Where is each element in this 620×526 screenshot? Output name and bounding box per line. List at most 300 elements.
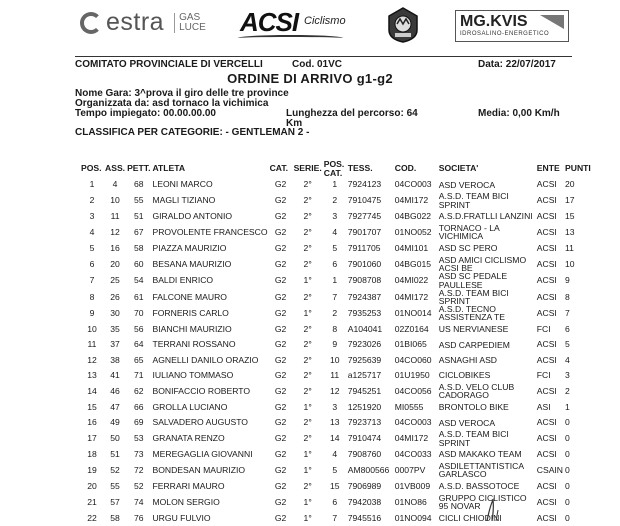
cell-tess: 7923713 — [347, 417, 382, 428]
average-speed: Media: 0,00 Km/h — [478, 108, 560, 119]
cell-cod: 01NO094 — [394, 512, 432, 523]
cell-serie: 2° — [303, 227, 312, 238]
cell-pos-cat: 1 — [332, 179, 338, 190]
cell-pos-cat: 3 — [332, 401, 338, 412]
cell-ass: 41 — [110, 370, 120, 381]
societa-text: CICLI CHIODINI — [438, 512, 502, 523]
cell-serie: 2° — [303, 433, 312, 444]
cell-cat: G2 — [274, 401, 287, 412]
cell-punti: 8 — [565, 291, 570, 302]
cell-pos-cat: 1 — [332, 275, 338, 286]
cell-ente: ACSI — [536, 496, 557, 507]
luce-label: LUCE — [179, 21, 206, 33]
cell-pos: 16 — [87, 417, 97, 428]
cell-tess: 7901060 — [347, 258, 382, 269]
cell-serie: 2° — [303, 370, 312, 381]
cell-cat: G2 — [274, 417, 287, 428]
cell-punti: 17 — [565, 195, 575, 206]
acsi-brand: ACSI — [240, 7, 299, 37]
mgkvis-flag-icon — [540, 15, 564, 29]
cell-pett: 70 — [133, 308, 144, 319]
cell-atleta: LEONI MARCO — [152, 179, 213, 190]
cell-cod: MI0555 — [394, 401, 424, 412]
cell-pos: 19 — [87, 465, 97, 476]
cell-tess: 7925639 — [347, 354, 382, 365]
cell-cod: 01NO014 — [394, 308, 432, 319]
cell-atleta: MOLON SERGIO — [152, 496, 220, 507]
societa-text: GRUPPO CICLISTICO 95 NOVAR — [438, 492, 527, 512]
cell-ass: 52 — [110, 465, 120, 476]
cell-ente: ACSI — [536, 308, 557, 319]
cell-pos: 3 — [89, 211, 95, 222]
cell-pos: 10 — [87, 324, 97, 334]
cell-ass: 49 — [110, 417, 120, 428]
results-table — [80, 160, 592, 526]
cell-tess: 7927745 — [347, 211, 382, 222]
cell-cat: G2 — [274, 324, 287, 334]
committee-code: Cod. 01VC — [292, 59, 343, 70]
cell-cat: G2 — [274, 242, 287, 253]
cell-cat: G2 — [274, 512, 287, 523]
cell-tess: 7935253 — [347, 308, 382, 319]
cell-serie: 2° — [303, 480, 312, 491]
cell-atleta: FALCONE MAURO — [152, 291, 227, 302]
cell-ente: ACSI — [536, 339, 557, 350]
cell-punti: 15 — [565, 211, 575, 222]
cell-ente: ACSI — [536, 211, 557, 222]
cell-pett: 69 — [133, 417, 144, 428]
cell-ass: 4 — [112, 179, 118, 190]
cell-ente: ACSI — [536, 386, 557, 397]
societa-text: ASD VEROCA — [438, 417, 496, 428]
cell-societa — [438, 337, 536, 352]
societa-text: TORNACO - LA VICHIMICA — [438, 223, 500, 242]
cell-pos-cat: 11 — [330, 370, 340, 381]
cell-pos-cat: 7 — [332, 512, 338, 523]
cell-cat: G2 — [274, 275, 287, 286]
cell-pett: 55 — [133, 195, 144, 206]
course-length-unit: Km — [286, 118, 303, 129]
cell-punti: 0 — [565, 417, 570, 428]
cell-cod: 01BI065 — [394, 339, 427, 350]
cell-societa — [438, 447, 536, 462]
cell-pos-cat: 2 — [332, 195, 338, 206]
cell-ente: ACSI — [536, 227, 557, 238]
cell-punti: 1 — [565, 401, 570, 412]
cell-ass: 20 — [110, 258, 120, 269]
cell-societa — [438, 383, 536, 399]
cell-ente: ACSI — [536, 417, 557, 428]
cell-punti: 2 — [565, 386, 570, 397]
estra-brand: estra — [106, 8, 165, 36]
cell-pett: 64 — [133, 339, 144, 350]
cell-ass: 10 — [110, 195, 120, 206]
cell-societa — [438, 430, 536, 446]
cell-punti: 0 — [565, 480, 570, 491]
table-header-row — [80, 160, 592, 177]
cell-tess: 7924123 — [347, 179, 382, 190]
cell-tess: 7924387 — [347, 291, 382, 302]
col-atleta: ATLETA — [152, 163, 186, 174]
cell-punti: 20 — [565, 179, 575, 190]
cell-serie: 2° — [303, 324, 312, 334]
cell-pos-cat: 10 — [329, 354, 340, 365]
cell-ass: 51 — [110, 449, 120, 460]
cell-cod: 01U1950 — [394, 370, 430, 381]
cell-tess: 7906989 — [347, 480, 382, 491]
cell-atleta: BESANA MAURIZIO — [152, 258, 232, 269]
col-ente: ENTE — [536, 163, 560, 174]
cell-pos: 2 — [89, 195, 95, 206]
cell-pos-cat: 9 — [332, 339, 338, 350]
estra-mark-icon — [80, 12, 102, 34]
cell-pett: 54 — [133, 275, 144, 286]
col-societa: SOCIETA' — [438, 163, 479, 174]
cell-tess: 7901707 — [347, 227, 382, 238]
table-row — [80, 510, 592, 525]
cell-cod: 04BG022 — [394, 211, 432, 222]
cell-pett: 73 — [133, 449, 144, 460]
cell-pos-cat: 5 — [332, 242, 338, 253]
cell-atleta: GRANATA RENZO — [152, 433, 225, 444]
cell-atleta: GROLLA LUCIANO — [152, 401, 228, 412]
page-title: ORDINE DI ARRIVO g1-g2 — [227, 71, 393, 86]
organizer: Organizzata da: asd tornaco la vichimica — [75, 98, 269, 109]
cell-ente: ASI — [536, 401, 551, 412]
cell-serie: 1° — [303, 465, 312, 476]
cell-cat: G2 — [274, 308, 287, 319]
cell-pos-cat: 4 — [332, 449, 338, 460]
cell-cat: G2 — [274, 227, 287, 238]
gas-label: GAS — [179, 11, 201, 23]
cell-serie: 1° — [303, 401, 312, 412]
cell-cod: 04CO060 — [394, 354, 432, 365]
cell-tess: 7942038 — [347, 496, 382, 507]
cell-pett: 76 — [133, 512, 144, 523]
cell-atleta: BONDESAN MAURIZIO — [152, 465, 246, 476]
cell-pos-cat: 6 — [332, 258, 338, 269]
cell-pos: 22 — [87, 512, 97, 523]
societa-text: ASD MAKAKO TEAM — [438, 449, 522, 460]
cell-pett: 53 — [133, 433, 144, 444]
cell-pos-cat: 3 — [332, 211, 338, 222]
cell-atleta: PROVOLENTE FRANCESCO — [152, 227, 268, 238]
table-row — [80, 447, 592, 462]
cell-atleta: PIAZZA MAURIZIO — [152, 242, 227, 253]
cell-punti: 11 — [565, 242, 574, 253]
cell-tess: 7911705 — [347, 242, 381, 253]
cell-cat: G2 — [274, 291, 287, 302]
cell-cat: G2 — [274, 480, 287, 491]
societa-text: ASD SC PEDALE PAULLESE — [438, 271, 508, 290]
cell-atleta: IULIANO TOMMASO — [152, 370, 234, 381]
race-date: Data: 22/07/2017 — [478, 59, 556, 70]
col-pos-cat: POS. CAT. — [323, 159, 345, 178]
cell-ente: ACSI — [536, 242, 557, 253]
cell-atleta: BIANCHI MAURIZIO — [152, 324, 232, 334]
societa-text: ASD AMICI CICLISMO ACSI BE — [438, 254, 527, 274]
cell-societa — [438, 224, 536, 240]
cell-societa — [438, 209, 536, 224]
cell-atleta: BALDI ENRICO — [152, 275, 214, 286]
table-row — [80, 430, 592, 446]
cell-pos: 7 — [89, 275, 95, 286]
cell-societa — [438, 241, 536, 256]
cell-ente: ACSI — [536, 179, 557, 190]
mgkvis-logo — [455, 10, 569, 42]
societa-text: A.S.D.FRATLLI LANZINI — [438, 211, 533, 222]
cell-cod: 04MI172 — [394, 291, 429, 302]
cell-cat: G2 — [274, 339, 287, 350]
table-row — [80, 479, 592, 494]
cell-serie: 1° — [303, 275, 312, 286]
cell-cod: 01NO052 — [394, 227, 432, 238]
table-row — [80, 272, 592, 288]
cell-pos: 21 — [87, 496, 97, 507]
cell-pos: 1 — [89, 179, 95, 190]
cell-pett: 71 — [133, 370, 144, 381]
cell-tess: A104041 — [347, 324, 383, 334]
col-cod: COD. — [394, 163, 417, 174]
table-row — [80, 177, 592, 192]
cell-serie: 2° — [303, 242, 312, 253]
table-row — [80, 241, 592, 256]
cell-atleta: MEREGAGLIA GIOVANNI — [152, 449, 253, 460]
cell-pos-cat: 2 — [332, 308, 338, 319]
cell-cod: 04CO056 — [394, 386, 432, 397]
cell-cat: G2 — [274, 386, 287, 397]
cell-pett: 52 — [133, 480, 144, 491]
cell-societa — [438, 177, 536, 192]
acsi-swoosh-icon — [238, 35, 343, 41]
societa-text: CICLOBIKES — [438, 370, 491, 381]
cell-serie: 2° — [303, 386, 312, 397]
societa-text: ASNAGHI ASD — [438, 354, 498, 365]
cell-cod: 02Z0164 — [394, 324, 429, 334]
mgkvis-brand: MG.KVIS — [460, 13, 528, 30]
cell-societa — [438, 192, 536, 208]
col-cat: CAT. — [269, 163, 289, 174]
acsi-sub: Ciclismo — [304, 15, 346, 27]
table-row — [80, 494, 592, 510]
cell-punti: 0 — [565, 512, 570, 523]
cell-pett: 62 — [133, 386, 144, 397]
cell-societa — [438, 400, 536, 415]
table-row — [80, 462, 592, 478]
cell-punti: 0 — [565, 433, 570, 444]
table-row — [80, 289, 592, 305]
cell-societa — [438, 256, 536, 272]
cell-tess: a125717 — [347, 370, 382, 381]
cell-ente: ACSI — [536, 480, 557, 491]
cell-pos: 8 — [89, 291, 95, 302]
societa-text: BRONTOLO BIKE — [438, 402, 509, 413]
cell-cat: G2 — [274, 496, 287, 507]
cell-serie: 2° — [303, 339, 312, 350]
cell-pos: 5 — [89, 242, 95, 253]
societa-text: ASDILETTANTISTICA GARLASCO — [438, 461, 524, 480]
race-name: Nome Gara: 3^prova il giro delle tre province — [75, 88, 289, 99]
cell-pett: 67 — [133, 227, 144, 238]
cell-cat: G2 — [274, 449, 287, 460]
cell-pos: 12 — [87, 354, 97, 365]
cell-pos-cat: 8 — [332, 324, 338, 334]
cell-punti: 13 — [565, 227, 575, 238]
cell-ass: 30 — [110, 308, 120, 319]
top-rule — [75, 56, 572, 57]
col-pett: PETT. — [127, 163, 151, 174]
cell-pos-cat: 5 — [332, 465, 338, 476]
cell-ente: ACSI — [536, 449, 557, 460]
cell-pos-cat: 4 — [332, 227, 338, 238]
cell-cod: 04MI022 — [394, 275, 429, 286]
cell-punti: 4 — [565, 354, 570, 365]
cell-ass: 55 — [110, 480, 120, 491]
cell-serie: 2° — [303, 179, 312, 190]
cell-atleta: FORNERIS CARLO — [152, 308, 229, 319]
cell-tess: 7910474 — [347, 433, 382, 444]
cell-tess: 7923026 — [347, 339, 382, 350]
cell-ass: 47 — [110, 401, 120, 412]
table-row — [80, 209, 592, 224]
cell-ass: 11 — [110, 211, 120, 222]
cell-ass: 16 — [110, 242, 120, 253]
cell-cat: G2 — [274, 258, 287, 269]
cell-cod: 04MI101 — [394, 242, 429, 253]
cell-atleta: GIRALDO ANTONIO — [152, 211, 233, 222]
cell-punti: 0 — [565, 449, 570, 460]
col-punti: PUNTI — [565, 163, 591, 174]
col-pos: POS. — [81, 163, 102, 174]
societa-text: ASD VEROCA — [438, 179, 496, 190]
elapsed-time: Tempo impiegato: 00.00.00.00 — [75, 108, 216, 119]
cell-tess: AM800566 — [347, 465, 390, 476]
table-row — [80, 192, 592, 208]
cell-societa — [438, 272, 536, 288]
page-header — [0, 0, 620, 52]
cell-atleta: MAGLI TIZIANO — [152, 195, 216, 206]
cell-pos-cat: 14 — [329, 433, 340, 444]
societa-text: ASD CARPEDIEM — [438, 339, 510, 350]
societa-text: A.S.D. TEAM BICI SPRINT — [438, 429, 509, 448]
cell-cat: G2 — [274, 370, 287, 381]
cell-punti: 10 — [565, 258, 575, 269]
cell-cod: 04BG015 — [394, 258, 432, 269]
cell-pos-cat: 6 — [332, 496, 338, 507]
cell-pos: 11 — [87, 339, 97, 350]
cell-ass: 57 — [110, 496, 120, 507]
cell-pos: 17 — [87, 433, 97, 444]
societa-text: A.S.D. BASSOTOCE — [438, 481, 520, 492]
cell-ente: ACSI — [536, 512, 557, 523]
cell-societa — [438, 462, 536, 478]
cell-punti: 5 — [565, 339, 570, 350]
cell-cod: 04CO003 — [394, 417, 432, 428]
cell-ass: 37 — [110, 339, 120, 350]
cell-pos-cat: 15 — [329, 480, 340, 491]
cell-cod: 04CO003 — [394, 179, 432, 190]
cell-atleta: FERRARI MAURO — [152, 480, 225, 491]
cell-atleta: URGU FULVIO — [152, 512, 211, 523]
societa-text: A.S.D. TEAM BICI SPRINT — [438, 191, 509, 210]
cell-ente: FCI — [536, 324, 551, 334]
cell-pett: 61 — [133, 291, 144, 302]
cell-serie: 1° — [303, 512, 312, 523]
societa-text: A.S.D. VELO CLUB CADORAGO — [438, 382, 515, 401]
emblem-icon — [386, 6, 420, 44]
cell-ass: 50 — [110, 433, 120, 444]
classification-label: CLASSIFICA PER CATEGORIE: - GENTLEMAN 2 - — [75, 127, 310, 138]
cell-cat: G2 — [274, 179, 287, 190]
cell-ass: 46 — [110, 386, 120, 397]
table-row — [80, 400, 592, 415]
cell-serie: 2° — [303, 258, 312, 269]
col-tess: TESS. — [347, 163, 373, 174]
cell-societa — [438, 415, 536, 430]
table-row — [80, 322, 592, 337]
cell-societa — [438, 352, 536, 367]
course-length: Lunghezza del percorso: 64 — [286, 108, 418, 119]
cell-pett: 68 — [133, 179, 144, 190]
cell-punti: 0 — [565, 496, 570, 507]
cell-pos: 9 — [89, 308, 95, 319]
cell-punti: 0 — [565, 465, 570, 476]
cell-ass: 12 — [110, 227, 120, 238]
cell-ass: 35 — [110, 324, 120, 334]
cell-cod: 04MI172 — [394, 195, 429, 206]
cell-societa — [438, 305, 536, 321]
cell-punti: 9 — [565, 275, 570, 286]
cell-cod: 0007PV — [394, 465, 426, 476]
cell-atleta: TERRANI ROSSANO — [152, 339, 236, 350]
cell-serie: 2° — [303, 195, 312, 206]
cell-ente: ACSI — [536, 195, 557, 206]
cell-cat: G2 — [274, 211, 287, 222]
cell-pos: 13 — [87, 370, 97, 381]
cell-punti: 3 — [565, 370, 570, 381]
cell-serie: 1° — [303, 449, 312, 460]
cell-ente: CSAIN — [536, 465, 564, 476]
cell-tess: 7908760 — [347, 449, 382, 460]
cell-atleta: SALVADERO AUGUSTO — [152, 417, 248, 428]
cell-cat: G2 — [274, 354, 287, 365]
table-row — [80, 415, 592, 430]
cell-cat: G2 — [274, 195, 287, 206]
table-row — [80, 337, 592, 352]
cell-pett: 65 — [133, 354, 144, 365]
table-row — [80, 352, 592, 367]
cell-cat: G2 — [274, 433, 287, 444]
cell-cat: G2 — [274, 465, 287, 476]
cell-tess: 7945516 — [347, 512, 382, 523]
cell-ass: 25 — [110, 275, 120, 286]
table-row — [80, 383, 592, 399]
cell-tess: 7910475 — [347, 195, 382, 206]
cell-ass: 26 — [110, 291, 120, 302]
cell-pos: 6 — [89, 258, 95, 269]
cell-pos: 20 — [87, 480, 97, 491]
cell-serie: 1° — [303, 308, 312, 319]
cell-pos: 4 — [89, 227, 95, 238]
cell-ass: 58 — [110, 512, 120, 523]
cell-serie: 2° — [303, 291, 312, 302]
cell-ente: ACSI — [536, 258, 557, 269]
cell-cod: 04CO033 — [394, 449, 432, 460]
cell-cod: 01NO86 — [394, 496, 427, 507]
cell-ente: ACSI — [536, 291, 557, 302]
estra-logo — [80, 8, 206, 37]
cell-punti: 7 — [565, 308, 570, 319]
